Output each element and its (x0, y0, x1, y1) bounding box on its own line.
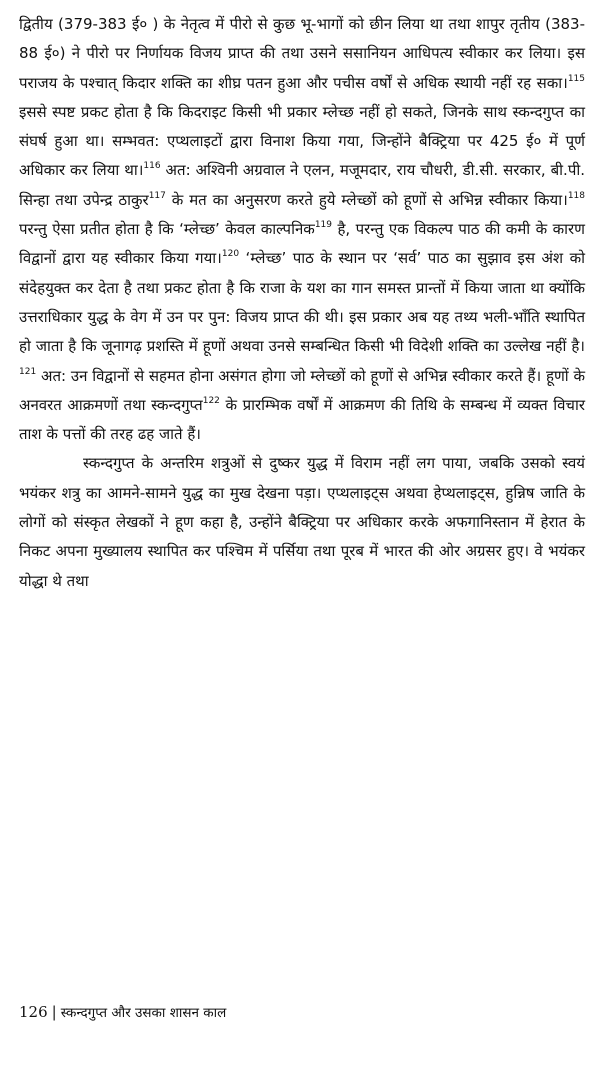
text-run: के मत का अनुसरण करते हुये म्लेच्छों को हूणों से अभिन्न स्वीकार किया। (165, 190, 568, 209)
text-run: अत: उन विद्वानों से सहमत होना असंगत होगा जो म्लेच्छों को हूणों से अभिन्न स्वीकार करते हैं। हूणों के अनवरत आक्रमणों तथा स्कन्दगुप्त (19, 366, 585, 414)
text-run: परन्तु ऐसा प्रतीत होता है कि ‘म्लेच्छ’ केवल काल्पनिक (19, 220, 315, 239)
text-run: ‘म्लेच्छ’ पाठ के स्थान पर ‘सर्व’ पाठ का सुझाव इस अंश को संदेहयुक्त कर देता है तथा प्रकट होता है कि राजा के यश का गान समस्त प्रान्तों में किया जाता था क्योंकि उत्तराधिकार युद्ध के वेग में उन पर पुन: विजय प्राप्त की थी। इस प्रकार अब यह तथ्य भली-भाँति स्थापित हो जाता है कि जूनागढ़ प्रशस्ति में हूणों अथवा उनसे सम्बन्धित किसी भी विदेशी शक्ति का उल्लेख नहीं है। (19, 249, 585, 356)
text-run: इससे स्पष्ट प्रकट होता है कि किदराइट किसी भी प्रकार म्लेच्छ नहीं हो सकते, जिनके साथ स्कन्दगुप्त का संघर्ष हुआ था। सम्भवत: एप्थलाइटों द्वारा विनाश किया गया, जिन्होंने बैक्ट्रिया पर 425 ई० में पूर्ण अधिकार कर लिया था। (19, 102, 585, 180)
footnote-marker: 121 (19, 366, 37, 377)
paragraph (19, 10, 585, 449)
footnote-marker: 119 (314, 220, 332, 231)
footnote-marker: 115 (567, 73, 585, 84)
page-number: 126 (19, 1003, 48, 1021)
page-footer (19, 1003, 226, 1021)
footnote-marker: 122 (202, 395, 220, 406)
paragraph (19, 449, 585, 595)
page-body (19, 10, 585, 596)
footer-separator: | (51, 1003, 57, 1021)
running-title: स्कन्दगुप्त और उसका शासन काल (60, 1005, 227, 1021)
footnote-marker: 120 (221, 249, 240, 260)
footnote-marker: 118 (567, 190, 586, 201)
footnote-marker: 116 (143, 161, 161, 172)
text-run: के प्रारम्भिक वर्षों में आक्रमण की तिथि के सम्बन्ध में व्यक्त विचार ताश के पत्तों की तरह ढह जाते हैं। (19, 395, 585, 444)
text-run: स्कन्दगुप्त के अन्तरिम शत्रुओं से दुष्कर युद्ध में विराम नहीं लग पाया, जबकि उसको स्वयं भयंकर शत्रु का आमने-सामने युद्ध का मुख देखना पड़ा। एप्थलाइट्स अथवा हेप्थलाइट्स, हुन्निष जाति के लोगों को संस्कृत लेखकों ने हूण कहा है, उन्होंने बैक्ट्रिया पर अधिकार करके अफगानिस्तान में हेरात के निकट अपना मुख्यालय स्थापित कर पश्चिम में पर्सिया तथा पूरब में भारत की ओर अग्रसर हुए। वे भयंकर योद्धा थे तथा (19, 454, 585, 590)
footnote-marker: 117 (148, 190, 166, 201)
text-run: द्वितीय (379-383 ई० ) के नेतृत्व में पीरो से कुछ भू-भागों को छीन लिया था तथा शापुर तृतीय (383-88 ई०) ने पीरो पर निर्णायक विजय प्राप्त की तथा उसने ससानियन आधिपत्य स्वीकार कर लिया। इस पराजय के पश्चात् किदार शक्ति का शीघ्र पतन हुआ और पचीस वर्षों से अधिक स्थायी नहीं रह सका। (19, 15, 585, 92)
text-run: है, परन्तु एक विकल्प पाठ की कमी के कारण विद्वानों द्वारा यह स्वीकार किया गया। (19, 220, 586, 268)
text-run: अत: अश्विनी अग्रवाल ने एलन, मजूमदार, राय चौधरी, डी.सी. सरकार, बी.पी. सिन्हा तथा उपेन्द्र ठाकुर (19, 161, 585, 209)
